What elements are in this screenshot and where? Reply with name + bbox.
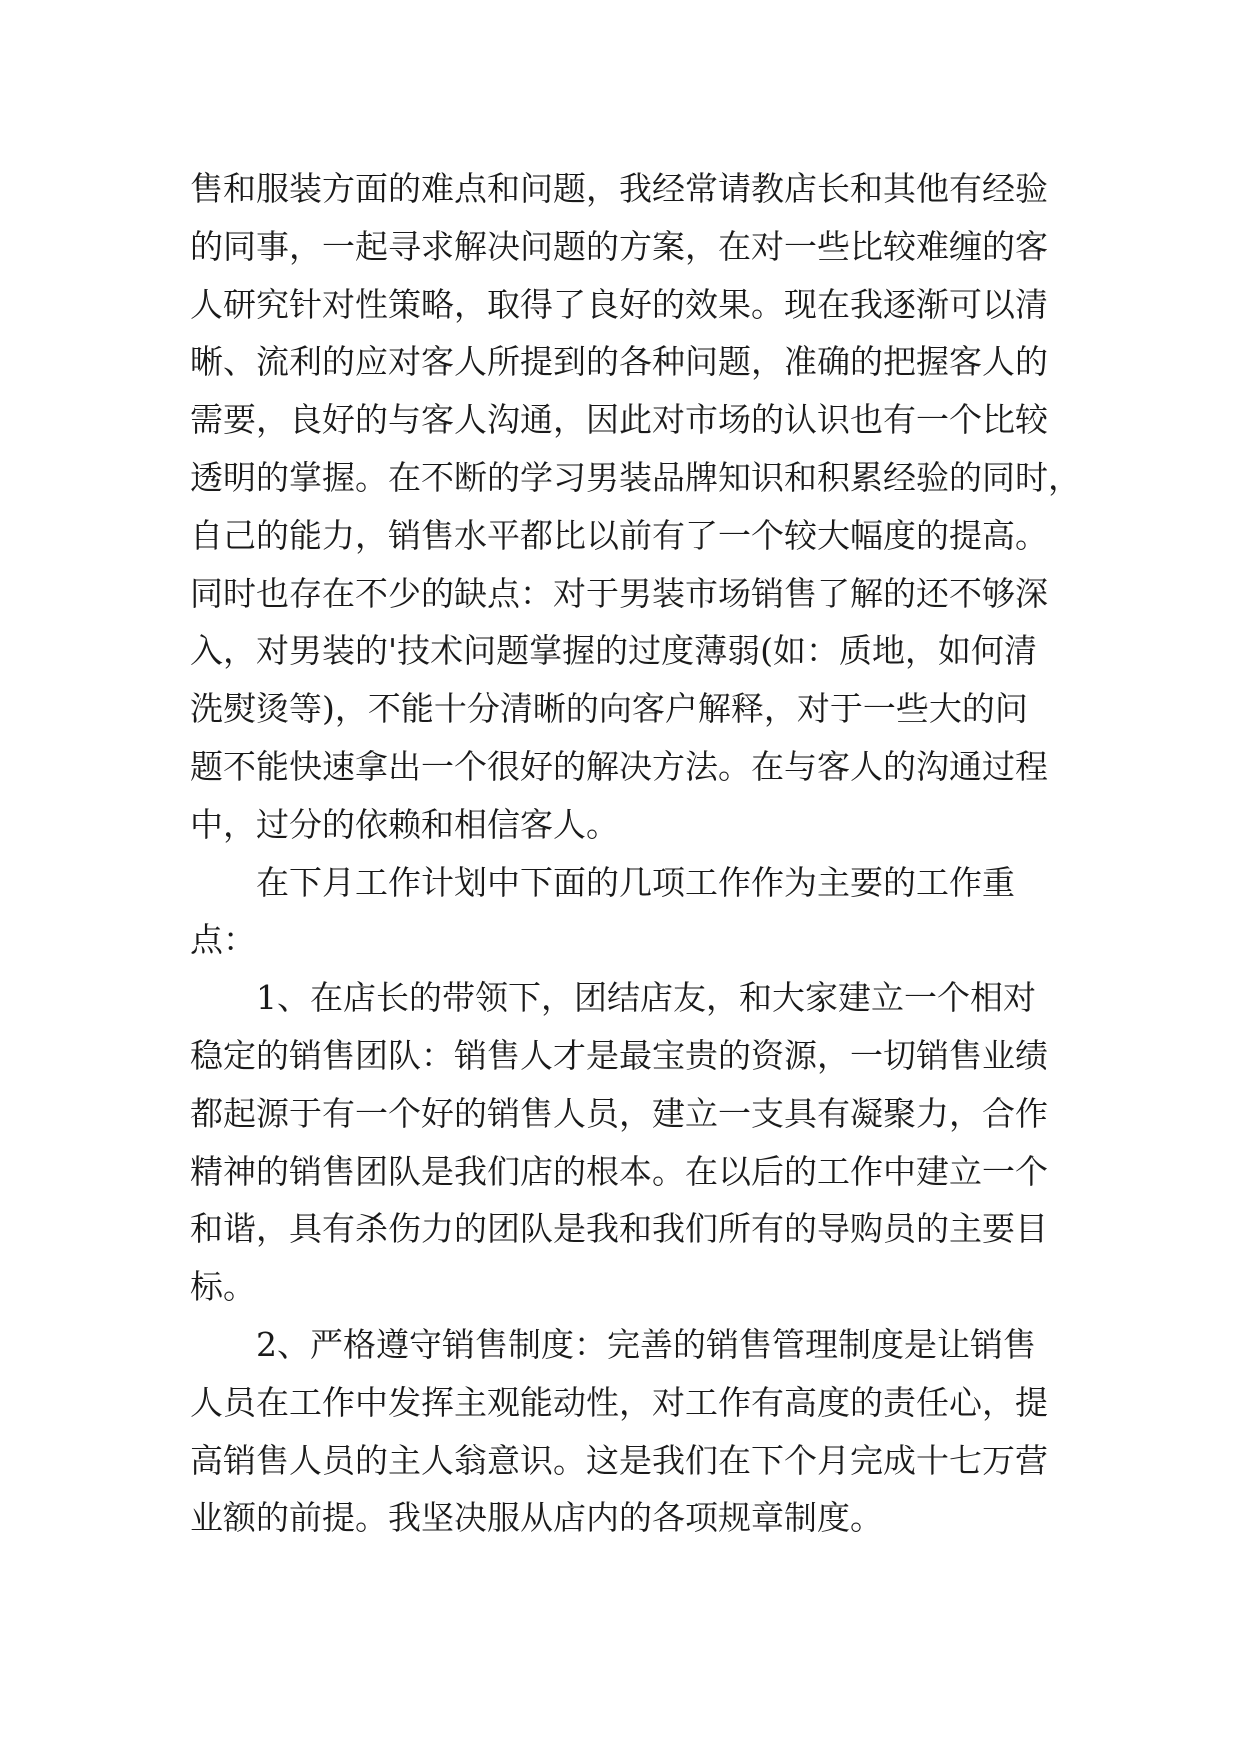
- text-line: 晰、流利的应对客人所提到的各种问题，准确的把握客人的: [190, 342, 1048, 382]
- text-line: 中，过分的依赖和相信客人。: [190, 804, 619, 844]
- text-line: 洗熨烫等)，不能十分清晰的向客户解释，对于一些大的问: [190, 689, 1028, 729]
- text-line: 人员在工作中发挥主观能动性，对工作有高度的责任心，提: [190, 1382, 1048, 1422]
- text-line: 人研究针对性策略，取得了良好的效果。现在我逐渐可以清: [190, 284, 1048, 324]
- text-line: 都起源于有一个好的销售人员，建立一支具有凝聚力，合作: [190, 1093, 1048, 1133]
- text-line: 在下月工作计划中下面的几项工作作为主要的工作重: [190, 862, 1015, 902]
- text-line: 1、在店长的带领下，团结店友，和大家建立一个相对: [190, 978, 1036, 1018]
- text-line: 点：: [190, 920, 256, 960]
- text-line: 高销售人员的主人翁意识。这是我们在下个月完成十七万营: [190, 1440, 1048, 1480]
- text-line: 需要，良好的与客人沟通，因此对市场的认识也有一个比较: [190, 400, 1048, 440]
- text-line: 透明的掌握。在不断的学习男装品牌知识和积累经验的同时，: [190, 457, 1081, 497]
- text-line: 标。: [190, 1267, 256, 1307]
- text-line: 和谐，具有杀伤力的团队是我和我们所有的导购员的主要目: [190, 1209, 1048, 1249]
- text-line: 入，对男装的'技术问题掌握的过度薄弱(如：质地，如何清: [190, 631, 1037, 671]
- text-line: 精神的销售团队是我们店的根本。在以后的工作中建立一个: [190, 1151, 1048, 1191]
- text-line: 业额的前提。我坚决服从店内的各项规章制度。: [190, 1498, 883, 1538]
- text-line: 稳定的销售团队：销售人才是最宝贵的资源，一切销售业绩: [190, 1035, 1048, 1075]
- text-line: 题不能快速拿出一个很好的解决方法。在与客人的沟通过程: [190, 746, 1048, 786]
- document-body: [190, 160, 1081, 1547]
- text-line: 同时也存在不少的缺点：对于男装市场销售了解的还不够深: [190, 573, 1048, 613]
- text-line: 售和服装方面的难点和问题，我经常请教店长和其他有经验: [190, 169, 1048, 208]
- text-line: 2、严格遵守销售制度：完善的销售管理制度是让销售: [190, 1324, 1036, 1364]
- text-line: 的同事，一起寻求解决问题的方案，在对一些比较难缠的客: [190, 226, 1048, 266]
- text-line: 自己的能力，销售水平都比以前有了一个较大幅度的提高。: [190, 515, 1048, 555]
